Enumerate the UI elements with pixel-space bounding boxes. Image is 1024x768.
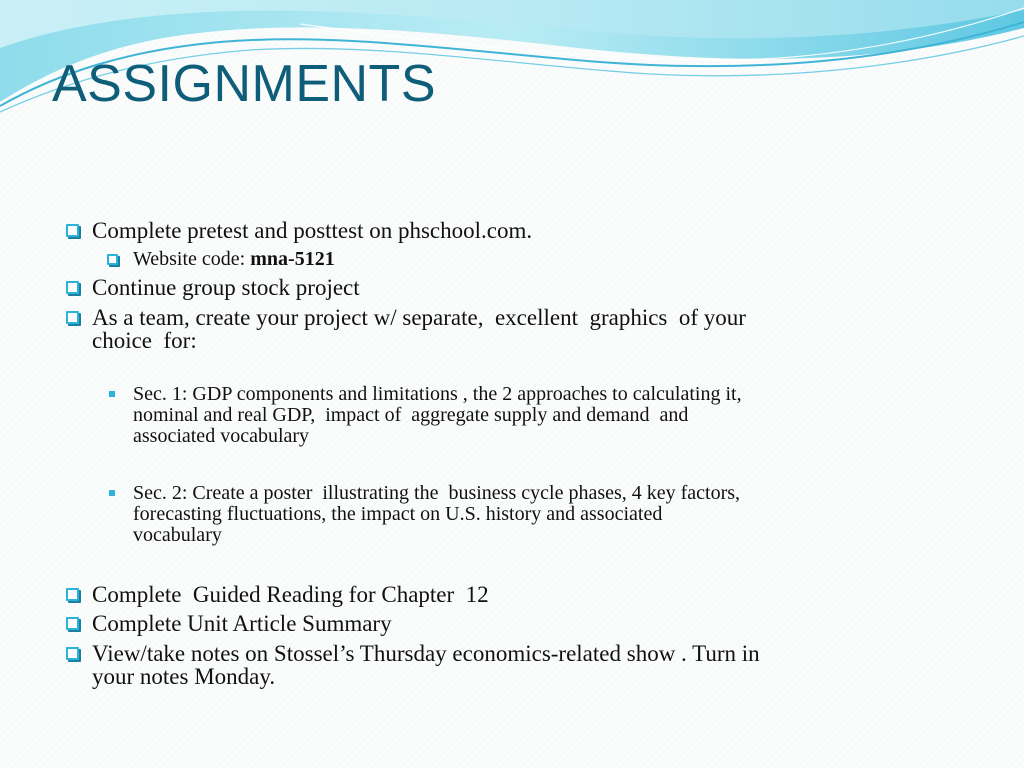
checkbox-icon bbox=[107, 254, 118, 265]
list-item-line: Sec. 1: GDP components and limitations , the 2 approaches to calculating it, bbox=[133, 383, 742, 405]
list-item-text: Continue group stock project bbox=[92, 275, 360, 300]
list-item bbox=[133, 384, 742, 447]
list-item bbox=[92, 276, 360, 299]
list-item-line: your notes Monday. bbox=[92, 664, 276, 689]
checkbox-icon bbox=[66, 617, 79, 630]
checkbox-icon bbox=[66, 224, 79, 237]
list-item bbox=[92, 583, 489, 606]
website-code-label: Website code: bbox=[133, 248, 251, 270]
website-code-value: mna-5121 bbox=[250, 248, 335, 270]
checkbox-icon bbox=[66, 281, 79, 294]
square-icon bbox=[109, 490, 115, 496]
checkbox-icon bbox=[66, 647, 79, 660]
list-item-text: Complete pretest and posttest on phschool.com. bbox=[92, 218, 533, 243]
checkbox-icon bbox=[66, 588, 79, 601]
list-item bbox=[133, 248, 335, 270]
list-item bbox=[92, 642, 760, 688]
list-item-line: associated vocabulary bbox=[133, 425, 310, 447]
checkbox-icon bbox=[66, 311, 79, 324]
list-item-text: Complete Guided Reading for Chapter 12 bbox=[92, 582, 489, 607]
list-item bbox=[92, 612, 392, 635]
list-item bbox=[92, 219, 532, 242]
slide-title: ASSIGNMENTS bbox=[52, 55, 436, 113]
list-item-line: View/take notes on Stossel’s Thursday economics-related show . Turn in bbox=[92, 641, 760, 666]
list-item bbox=[92, 306, 746, 352]
list-item-line: nominal and real GDP, impact of aggregate supply and demand and bbox=[133, 404, 689, 426]
square-icon bbox=[109, 391, 115, 397]
list-item bbox=[133, 483, 740, 546]
list-item-text: Complete Unit Article Summary bbox=[92, 611, 392, 636]
list-item-line: choice for: bbox=[92, 328, 197, 353]
list-item-line: vocabulary bbox=[133, 524, 222, 546]
list-item-line: As a team, create your project w/ separate, excellent graphics of your bbox=[92, 305, 746, 330]
list-item-line: forecasting fluctuations, the impact on U.S. history and associated bbox=[133, 503, 663, 525]
list-item-text bbox=[133, 248, 335, 270]
list-item-line: Sec. 2: Create a poster illustrating the business cycle phases, 4 key factors, bbox=[133, 482, 741, 504]
